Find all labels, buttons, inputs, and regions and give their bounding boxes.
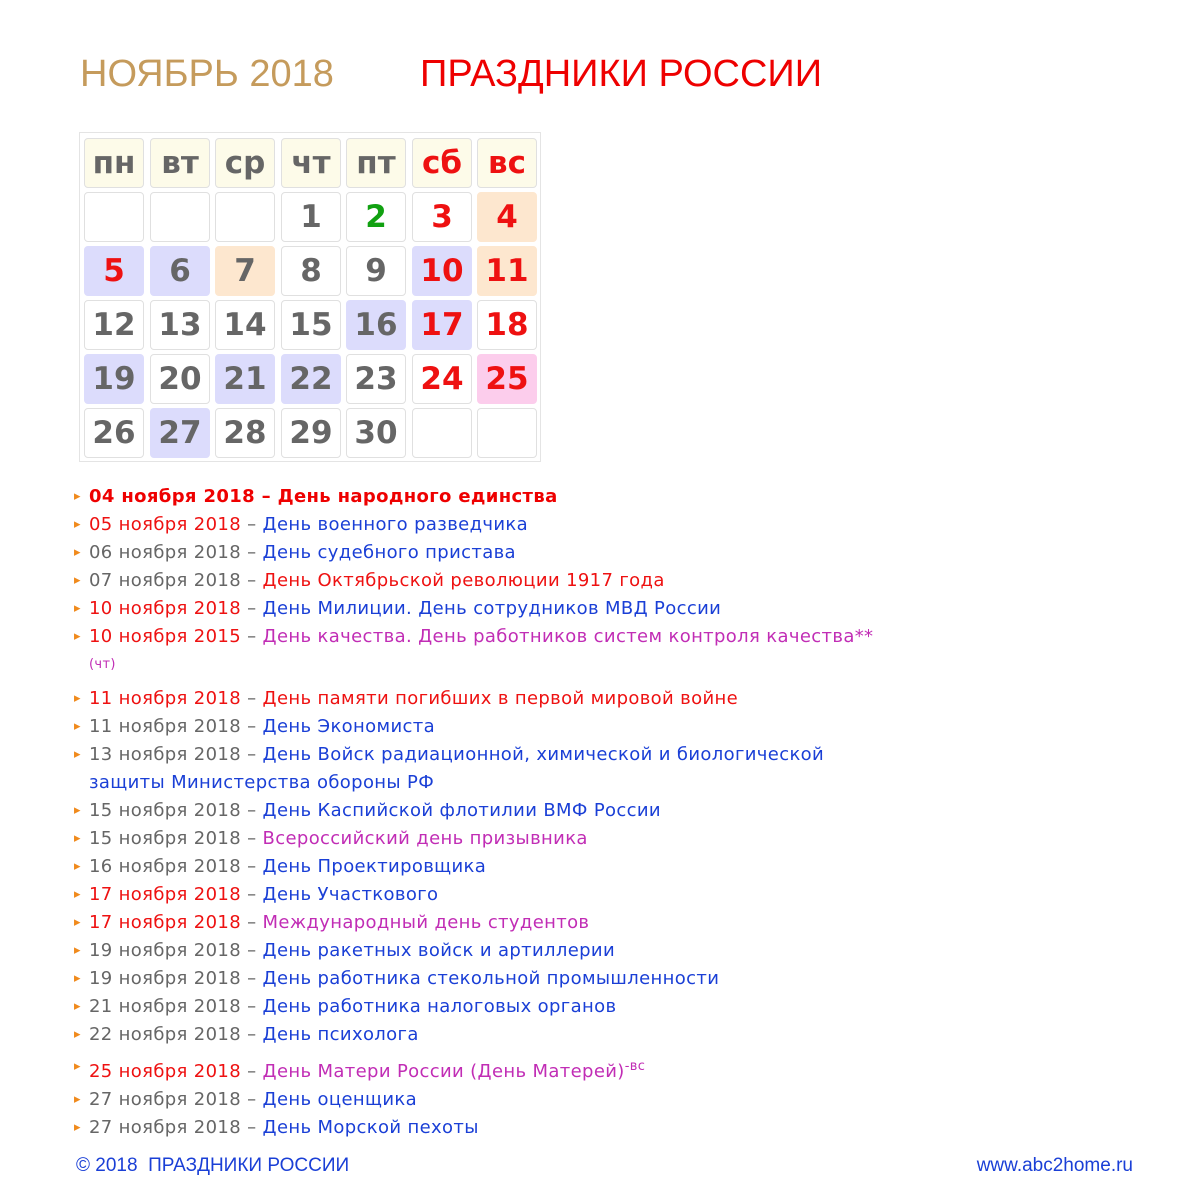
- triangle-bullet-icon: ▸: [74, 943, 81, 958]
- holiday-separator: –: [261, 486, 271, 507]
- holiday-item: [74, 539, 1174, 567]
- holiday-name: День Участкового: [262, 884, 439, 905]
- holiday-name: День Морской пехоты: [262, 1117, 479, 1138]
- holiday-name: День Милиции. День сотрудников МВД России: [262, 598, 722, 619]
- day-cell: 30: [346, 408, 406, 458]
- holiday-separator: –: [247, 688, 257, 709]
- day-cell-event: 16: [346, 300, 406, 350]
- triangle-bullet-icon: ▸: [74, 573, 81, 588]
- holiday-date: 27 ноября 2018: [89, 1117, 242, 1138]
- holiday-item: [74, 881, 1174, 909]
- holiday-item: [74, 685, 1174, 713]
- holiday-name: День судебного пристава: [262, 542, 516, 563]
- holiday-separator: –: [247, 884, 257, 905]
- holiday-date: 16 ноября 2018: [89, 856, 242, 877]
- holiday-separator: –: [247, 828, 257, 849]
- holiday-name: Всероссийский день призывника: [262, 828, 588, 849]
- day-cell-weekend-event: 25: [477, 354, 537, 404]
- triangle-bullet-icon: ▸: [74, 859, 81, 874]
- day-cell: 23: [346, 354, 406, 404]
- holiday-item: [74, 993, 1174, 1021]
- triangle-bullet-icon: ▸: [74, 915, 81, 930]
- holiday-separator: –: [247, 996, 257, 1017]
- weekday-sat: сб: [412, 138, 472, 188]
- triangle-bullet-icon: ▸: [74, 1059, 81, 1074]
- holiday-date: 15 ноября 2018: [89, 828, 242, 849]
- holiday-separator: –: [247, 968, 257, 989]
- holiday-list: [74, 483, 1174, 1142]
- triangle-bullet-icon: ▸: [74, 517, 81, 532]
- holiday-date: 10 ноября 2015: [89, 626, 242, 647]
- day-cell-empty: [477, 408, 537, 458]
- holiday-name: День качества. День работников систем контроля качества**: [262, 626, 874, 647]
- holiday-date: 17 ноября 2018: [89, 912, 242, 933]
- triangle-bullet-icon: ▸: [74, 831, 81, 846]
- holiday-date: 17 ноября 2018: [89, 884, 242, 905]
- holiday-item: [74, 825, 1174, 853]
- day-cell-weekend-event: 17: [412, 300, 472, 350]
- weekday-tue: вт: [150, 138, 210, 188]
- holiday-separator: –: [247, 1061, 257, 1082]
- holiday-name: День работника стекольной промышленности: [262, 968, 720, 989]
- day-cell-weekend-event: 11: [477, 246, 537, 296]
- holiday-name: День Матери России (День Матерей): [262, 1061, 625, 1082]
- holiday-name: День Войск радиационной, химической и биологической: [262, 744, 825, 765]
- holiday-separator: –: [247, 514, 257, 535]
- holiday-name: День Октябрьской революции 1917 года: [262, 570, 665, 591]
- holiday-date: 04 ноября 2018: [89, 486, 255, 507]
- holiday-item: [74, 483, 1174, 511]
- holiday-separator: –: [247, 716, 257, 737]
- holiday-separator: –: [247, 1089, 257, 1110]
- holiday-item: [74, 965, 1174, 993]
- holiday-date: 13 ноября 2018: [89, 744, 242, 765]
- day-cell-event: 27: [150, 408, 210, 458]
- holiday-date: 21 ноября 2018: [89, 996, 242, 1017]
- day-cell: 15: [281, 300, 341, 350]
- day-cell: 29: [281, 408, 341, 458]
- day-cell-weekend: 3: [412, 192, 472, 242]
- triangle-bullet-icon: ▸: [74, 691, 81, 706]
- holiday-item: [74, 909, 1174, 937]
- holiday-name: День ракетных войск и артиллерии: [262, 940, 615, 961]
- page-header: [80, 52, 823, 96]
- holiday-separator: –: [247, 1024, 257, 1045]
- day-cell: 9: [346, 246, 406, 296]
- holiday-item: [74, 853, 1174, 881]
- day-cell: 8: [281, 246, 341, 296]
- holiday-date: 11 ноября 2018: [89, 688, 242, 709]
- holiday-item: [74, 937, 1174, 965]
- day-cell-short: 2: [346, 192, 406, 242]
- holiday-note: (чт): [89, 657, 116, 672]
- holiday-separator: –: [247, 912, 257, 933]
- holiday-item: [74, 511, 1174, 539]
- holiday-item: [74, 595, 1174, 623]
- day-cell-holiday: 5: [84, 246, 144, 296]
- day-cell: 12: [84, 300, 144, 350]
- holiday-separator: –: [247, 542, 257, 563]
- triangle-bullet-icon: ▸: [74, 545, 81, 560]
- holiday-name: День психолога: [262, 1024, 419, 1045]
- month-title: НОЯБРЬ 2018: [80, 53, 334, 95]
- holiday-name: День военного разведчика: [262, 514, 529, 535]
- weekday-sun: вс: [477, 138, 537, 188]
- holiday-item: [74, 797, 1174, 825]
- holiday-name: защиты Министерства обороны РФ: [89, 772, 435, 793]
- weekday-fri: пт: [346, 138, 406, 188]
- holiday-name: День народного единства: [277, 486, 558, 507]
- holiday-separator: –: [247, 940, 257, 961]
- holiday-separator: –: [247, 856, 257, 877]
- holiday-item: [74, 1086, 1174, 1114]
- holiday-name: День оценщика: [262, 1089, 417, 1110]
- holiday-item-continuation: [74, 769, 1174, 797]
- triangle-bullet-icon: ▸: [74, 601, 81, 616]
- triangle-bullet-icon: ▸: [74, 719, 81, 734]
- triangle-bullet-icon: ▸: [74, 747, 81, 762]
- holiday-separator: –: [247, 800, 257, 821]
- holiday-separator: –: [247, 744, 257, 765]
- holiday-separator: –: [247, 1117, 257, 1138]
- day-cell: 1: [281, 192, 341, 242]
- holiday-date: 11 ноября 2018: [89, 716, 242, 737]
- triangle-bullet-icon: ▸: [74, 1092, 81, 1107]
- footer-site-link[interactable]: www.abc2home.ru: [976, 1155, 1133, 1176]
- day-cell-event: 21: [215, 354, 275, 404]
- holiday-sup-note: -вс: [624, 1059, 646, 1074]
- holiday-name: День Проектировщика: [262, 856, 487, 877]
- holiday-item: [74, 623, 1174, 651]
- holiday-date: 25 ноября 2018: [89, 1061, 242, 1082]
- holiday-date: 27 ноября 2018: [89, 1089, 242, 1110]
- day-cell: 20: [150, 354, 210, 404]
- day-cell: 13: [150, 300, 210, 350]
- day-cell-event: 19: [84, 354, 144, 404]
- holiday-date: 05 ноября 2018: [89, 514, 242, 535]
- day-cell-event: 22: [281, 354, 341, 404]
- triangle-bullet-icon: ▸: [74, 887, 81, 902]
- holiday-separator: –: [247, 570, 257, 591]
- triangle-bullet-icon: ▸: [74, 1027, 81, 1042]
- page-title: ПРАЗДНИКИ РОССИИ: [420, 53, 823, 95]
- triangle-bullet-icon: ▸: [74, 629, 81, 644]
- holiday-separator: –: [247, 626, 257, 647]
- holiday-name: День Каспийской флотилии ВМФ России: [262, 800, 661, 821]
- day-cell-empty: [84, 192, 144, 242]
- holiday-item: [74, 1053, 1174, 1086]
- footer-copyright: © 2018 ПРАЗДНИКИ РОССИИ: [76, 1155, 350, 1176]
- holiday-item: [74, 1114, 1174, 1142]
- holiday-item: [74, 741, 1174, 769]
- holiday-separator: –: [247, 598, 257, 619]
- month-calendar: [79, 132, 541, 462]
- triangle-bullet-icon: ▸: [74, 971, 81, 986]
- day-cell-weekend: 24: [412, 354, 472, 404]
- holiday-date: 06 ноября 2018: [89, 542, 242, 563]
- holiday-item: [74, 713, 1174, 741]
- holiday-item: [74, 567, 1174, 595]
- weekday-wed: ср: [215, 138, 275, 188]
- day-cell-event: 7: [215, 246, 275, 296]
- triangle-bullet-icon: ▸: [74, 803, 81, 818]
- holiday-name: День памяти погибших в первой мировой войне: [262, 688, 739, 709]
- triangle-bullet-icon: ▸: [74, 489, 81, 504]
- holiday-date: 07 ноября 2018: [89, 570, 242, 591]
- holiday-name: Международный день студентов: [262, 912, 590, 933]
- day-cell: 28: [215, 408, 275, 458]
- day-cell-event: 6: [150, 246, 210, 296]
- holiday-date: 22 ноября 2018: [89, 1024, 242, 1045]
- day-cell: 14: [215, 300, 275, 350]
- day-cell-empty: [215, 192, 275, 242]
- weekday-mon: пн: [84, 138, 144, 188]
- holiday-name: День Экономиста: [262, 716, 435, 737]
- holiday-date: 15 ноября 2018: [89, 800, 242, 821]
- day-cell: 26: [84, 408, 144, 458]
- holiday-date: 19 ноября 2018: [89, 968, 242, 989]
- triangle-bullet-icon: ▸: [74, 1120, 81, 1135]
- weekday-thu: чт: [281, 138, 341, 188]
- holiday-name: День работника налоговых органов: [262, 996, 617, 1017]
- day-cell-holiday: 4: [477, 192, 537, 242]
- day-cell-weekend: 18: [477, 300, 537, 350]
- day-cell-empty: [150, 192, 210, 242]
- triangle-bullet-icon: ▸: [74, 999, 81, 1014]
- holiday-item: [74, 1021, 1174, 1049]
- holiday-date: 19 ноября 2018: [89, 940, 242, 961]
- holiday-date: 10 ноября 2018: [89, 598, 242, 619]
- day-cell-empty: [412, 408, 472, 458]
- day-cell-weekend-event: 10: [412, 246, 472, 296]
